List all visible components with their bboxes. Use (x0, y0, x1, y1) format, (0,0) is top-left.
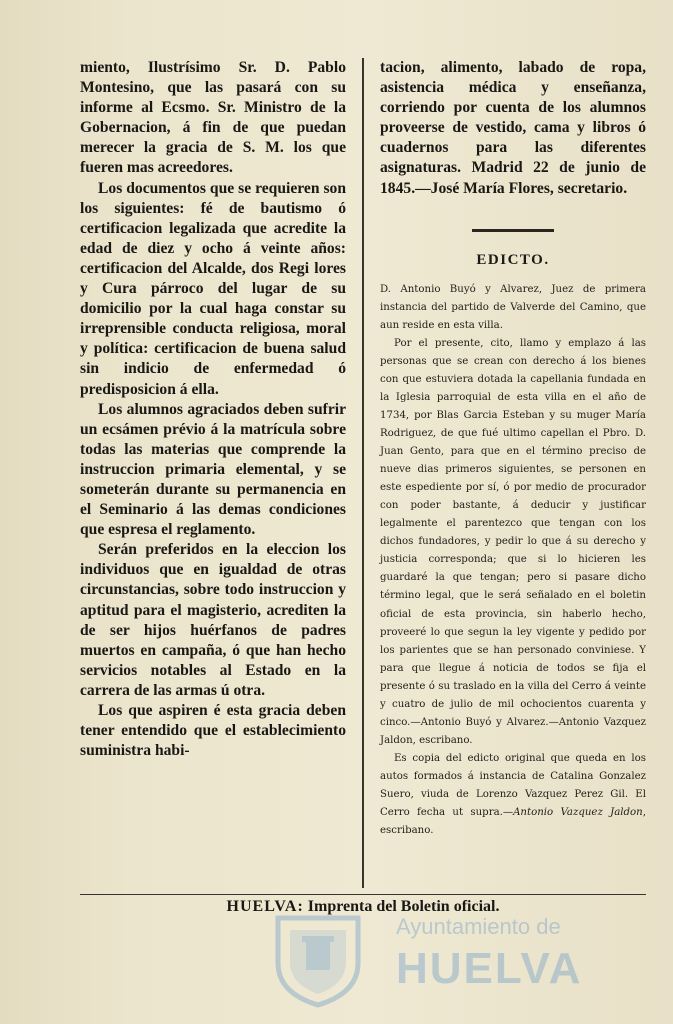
edicto-heading: EDICTO. (476, 251, 550, 268)
edicto-closing-text: Es copia del edicto original que queda en los autos formados á instancia de Catalina Gonzalez Suero, viuda de Lorenzo Vazquez Perez Gil. El Cerro fecha ut supra.— (380, 752, 646, 819)
edicto-paragraph-1: D. Antonio Buyó y Alvarez, Juez de primera instancia del partido de Valverde del Camino, que aun reside en esta villa. (380, 283, 646, 331)
continuation-paragraph: tacion, alimento, labado de ropa, asistencia médica y enseñanza, corriendo por cuenta de los alumnos proveerse de vestido, cama y libros ó cuadernos para las diferentes asignaturas. Madrid 22 de junio de 1845.—José María Flores, secretario. (380, 59, 646, 197)
edicto-paragraph-2: Por el presente, cito, llamo y emplazo á las personas que se crean con derecho á los bienes con que estuviera dotada la capellania fundada en la Iglesia parroquial de esta villa en el año de 1734, por Blas Garcia Esteban y su muger María Rodriguez, de que fué ultimo capellan el Pbro. D. Juan Gento, para que en el término preciso de nueve dias primeros siguientes, se personen en este espediente por sí, ó por medio de procurador con poder bastante, á deducir y justificar legalmente el parentezco que tengan con los dichos fundadores, y pedir lo que á su derecho y justicia corresponda; que si lo hicieren les guardaré la que tengan; pero si pasare dicho término legal, que le será señalado en el boletin oficial de esta provincia, sin haberlo hecho, proveeré lo que segun la ley vigente y pedido por los parientes que se han personado conviniese. Y para que llegue á noticia de todos se fija el presente ó su traslado en la villa del Cerro á veinte y cuatro de julio de mil ochocientos cuarenta y cinco.—Antonio Buyó y Alvarez.—Antonio Vazquez Jaldon, escribano. (380, 337, 646, 746)
imprint-text: Imprenta del Boletin oficial. (307, 898, 500, 915)
continuation-block (380, 58, 646, 199)
edicto-closing (380, 750, 646, 840)
left-paragraph-4: Serán preferidos en la eleccion los individuos que en igualdad de otras circunstancias, sobre todo instruccion y aptitud para el magisterio, acrediten la de ser hijos huérfanos de padres muertos en campaña, ó que han hecho servicios notables al Estado en la carrera de las armas ú otra. (80, 541, 346, 699)
left-paragraph-3: Los alumnos agraciados deben sufrir un ecsámen prévio á la matrícula sobre todas las materias que comprende la instruccion primaria elemental, y se someterán durante su permanencia en el Seminario á las demas condiciones que espresa el reglamento. (80, 400, 346, 539)
left-paragraph-5: Los que aspiren é esta gracia deben tener entendido que el establecimiento suministra habi- (80, 702, 346, 760)
edicto-closing-tail: , escribano. (380, 807, 646, 837)
edicto-closing-signature: Antonio Vazquez Jaldon (513, 807, 643, 819)
coat-of-arms-icon (268, 908, 368, 1008)
archive-watermark (268, 906, 598, 1016)
right-column (380, 58, 646, 840)
column-divider (362, 58, 364, 888)
section-divider (472, 229, 554, 232)
imprint-place: HUELVA: (226, 898, 304, 915)
left-column (80, 58, 346, 761)
watermark-line-1: Ayuntamiento de (396, 914, 561, 939)
left-paragraph-2: Los documentos que se requieren son los siguientes: fé de bautismo ó certificacion legalizada que acredite la edad de diez y ocho á veinte años: certificacion del Alcalde, dos Regi lores y Cura párroco del lugar de su domicilio por la cual haga constar su irreprensible conducta religiosa, moral y política: certificacion de buena salud sin indicio de enfermedad ó predisposicion á ella. (80, 179, 346, 398)
watermark-line-2: HUELVA (396, 944, 583, 993)
imprint-footer (80, 898, 646, 916)
left-paragraph-1: miento, Ilustrísimo Sr. D. Pablo Montesino, que las pasará con su informe al Ecsmo. Sr. Ministro de la Gobernacion, á fin de que puedan merecer la gracia de S. M. los que fueren mas acreedores. (80, 59, 346, 177)
footer-rule (80, 894, 646, 895)
edicto-body (380, 281, 646, 840)
